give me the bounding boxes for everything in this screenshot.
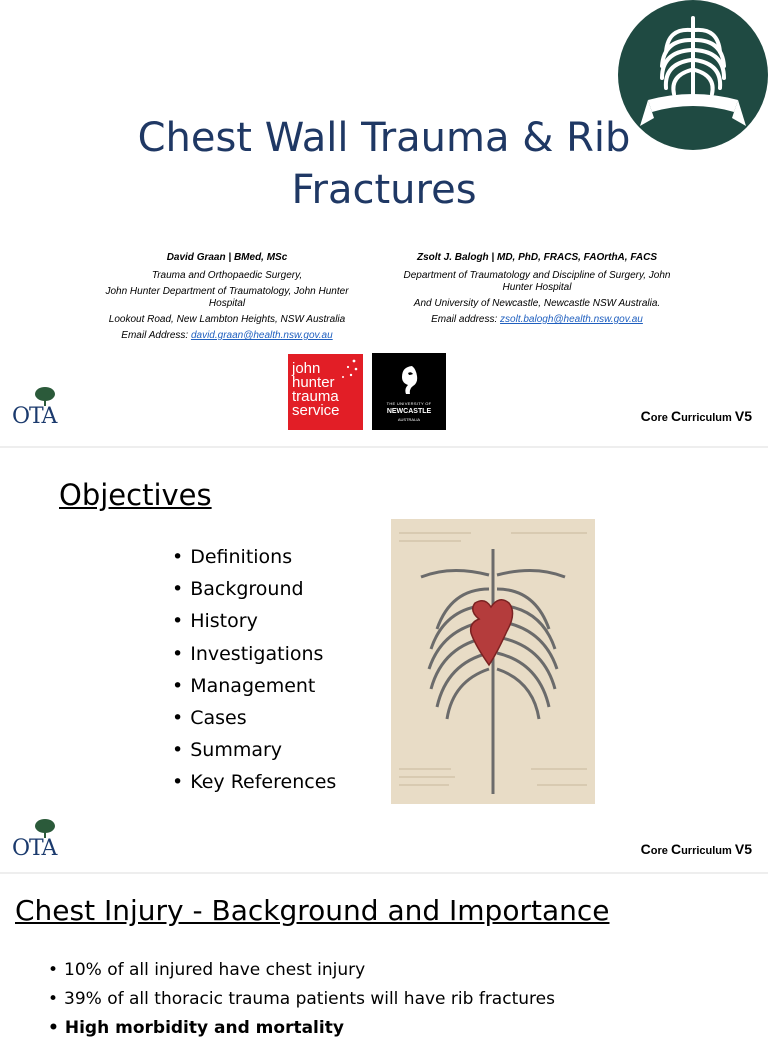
footer-c1: C bbox=[640, 408, 651, 424]
list-item: • 10% of all injured have chest injury bbox=[48, 956, 555, 985]
author-2-block bbox=[392, 252, 682, 330]
objectives-title: Objectives bbox=[59, 478, 212, 512]
footer-c1-small: ore bbox=[650, 412, 671, 424]
stars-icon bbox=[334, 358, 360, 382]
slide-divider bbox=[0, 446, 768, 448]
core-curriculum-footer bbox=[641, 841, 752, 857]
john-hunter-trauma-logo bbox=[288, 354, 363, 430]
footer-version: V5 bbox=[734, 408, 752, 424]
logo-nc-line-2: NEWCASTLE bbox=[386, 408, 432, 415]
author-1-name: David Graan | BMed, MSc bbox=[166, 252, 288, 263]
anatomical-ribcage-heart-illustration bbox=[391, 519, 595, 804]
author-1-email-line bbox=[88, 330, 366, 342]
author-2-email-link[interactable]: zsolt.balogh@health.nsw.gov.au bbox=[500, 314, 643, 325]
author-1-address: Lookout Road, New Lambton Heights, NSW Australia bbox=[108, 314, 346, 325]
list-item: • Management bbox=[172, 670, 336, 702]
footer-c2-small: urriculum bbox=[681, 412, 735, 424]
author-2-name: Zsolt J. Balogh | MD, PhD, FRACS, FAOrthA, FACS bbox=[416, 252, 658, 263]
slide-title bbox=[90, 112, 678, 216]
author-2-dept: Department of Traumatology and Discipline of Surgery, John Hunter Hospital bbox=[403, 270, 671, 293]
footer-c1: C bbox=[640, 841, 651, 857]
footer-c2-small: urriculum bbox=[681, 845, 735, 857]
core-curriculum-footer bbox=[641, 408, 752, 424]
seahorse-crest-icon bbox=[394, 363, 424, 397]
title-line-2: Fractures bbox=[291, 167, 477, 213]
author-1-dept: Trauma and Orthopaedic Surgery, bbox=[151, 270, 303, 281]
list-item: • Cases bbox=[172, 702, 336, 734]
footer-c2: C bbox=[670, 841, 682, 857]
background-list bbox=[48, 956, 555, 1043]
title-line-1: Chest Wall Trauma & Rib bbox=[137, 115, 631, 161]
list-item: • 39% of all thoracic trauma patients will have rib fractures bbox=[48, 985, 555, 1014]
logo-jh-line-2: hunter bbox=[292, 374, 335, 391]
author-2-email-line bbox=[392, 314, 682, 326]
logo-jh-line-4: service bbox=[292, 402, 340, 419]
ota-logo-text: OTA bbox=[12, 836, 57, 861]
objectives-list bbox=[172, 541, 336, 799]
footer-c2: C bbox=[670, 408, 682, 424]
author-1-hospital: John Hunter Department of Traumatology, John Hunter Hospital bbox=[105, 286, 349, 309]
author-1-block bbox=[88, 252, 366, 346]
author-1-email-link[interactable]: david.graan@health.nsw.gov.au bbox=[190, 330, 333, 341]
logo-jh-line-1: john bbox=[292, 360, 321, 377]
background-slide bbox=[0, 880, 768, 1038]
footer-c1-small: ore bbox=[650, 845, 671, 857]
ota-logo bbox=[12, 818, 74, 861]
logo-jh-line-3: trauma bbox=[292, 388, 339, 405]
list-item: • Background bbox=[172, 573, 336, 605]
objectives-slide bbox=[0, 466, 768, 866]
ota-logo bbox=[12, 386, 74, 429]
footer-version: V5 bbox=[734, 841, 752, 857]
author-2-university: And University of Newcastle, Newcastle NSW Australia. bbox=[413, 298, 661, 309]
author-2-email-label: Email address: bbox=[431, 314, 501, 325]
list-item: • History bbox=[172, 605, 336, 637]
logo-nc-line-3: AUSTRALIA bbox=[397, 417, 421, 422]
list-item: • Definitions bbox=[172, 541, 336, 573]
list-item: • Investigations bbox=[172, 638, 336, 670]
tree-icon bbox=[34, 386, 56, 406]
logo-nc-line-1: THE UNIVERSITY OF bbox=[386, 401, 432, 406]
list-item: • Key References bbox=[172, 766, 336, 798]
tree-icon bbox=[34, 818, 56, 838]
university-of-newcastle-logo bbox=[372, 353, 446, 430]
background-title: Chest Injury - Background and Importance bbox=[15, 894, 610, 927]
list-item: • High morbidity and mortality bbox=[48, 1014, 555, 1043]
slide-divider bbox=[0, 872, 768, 874]
author-1-email-label: Email Address: bbox=[121, 330, 191, 341]
list-item: • Summary bbox=[172, 734, 336, 766]
title-slide bbox=[0, 0, 768, 440]
ota-logo-text: OTA bbox=[12, 404, 57, 429]
